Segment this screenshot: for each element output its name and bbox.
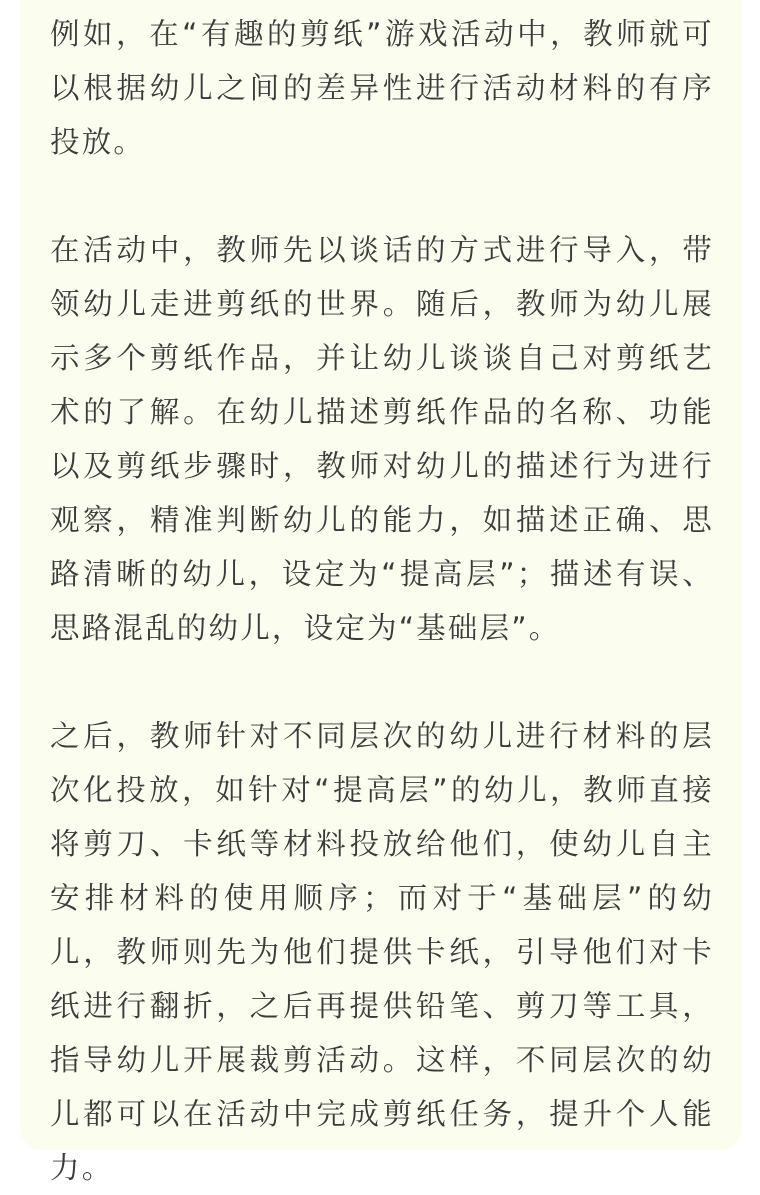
paragraph-spacer (50, 169, 714, 223)
article-card (20, 0, 742, 1185)
paragraph-3: 之后，教师针对不同层次的幼儿进行材料的层次化投放，如针对“提高层”的幼儿，教师直接将剪刀、卡纸等材料投放给他们，使幼儿自主安排材料的使用顺序；而对于“基础层”的幼儿，教师则先为他们提供卡纸，引导他们对卡纸进行翻折，之后再提供铅笔、剪刀等工具，指导幼儿开展裁剪活动。这样，不同层次的幼儿都可以在活动中完成剪纸任务，提升个人能力。 (50, 719, 714, 1185)
paragraph-spacer (50, 655, 714, 709)
article-body (50, 7, 714, 1195)
paragraph-1: 例如，在“有趣的剪纸”游戏活动中，教师就可以根据幼儿之间的差异性进行活动材料的有序投放。 (50, 17, 714, 159)
paragraph-2: 在活动中，教师先以谈话的方式进行导入，带领幼儿走进剪纸的世界。随后，教师为幼儿展示多个剪纸作品，并让幼儿谈谈自己对剪纸艺术的了解。在幼儿描述剪纸作品的名称、功能以及剪纸步骤时，教师对幼儿的描述行为进行观察，精准判断幼儿的能力，如描述正确、思路清晰的幼儿，设定为“提高层”；描述有误、思路混乱的幼儿，设定为“基础层”。 (50, 233, 714, 645)
